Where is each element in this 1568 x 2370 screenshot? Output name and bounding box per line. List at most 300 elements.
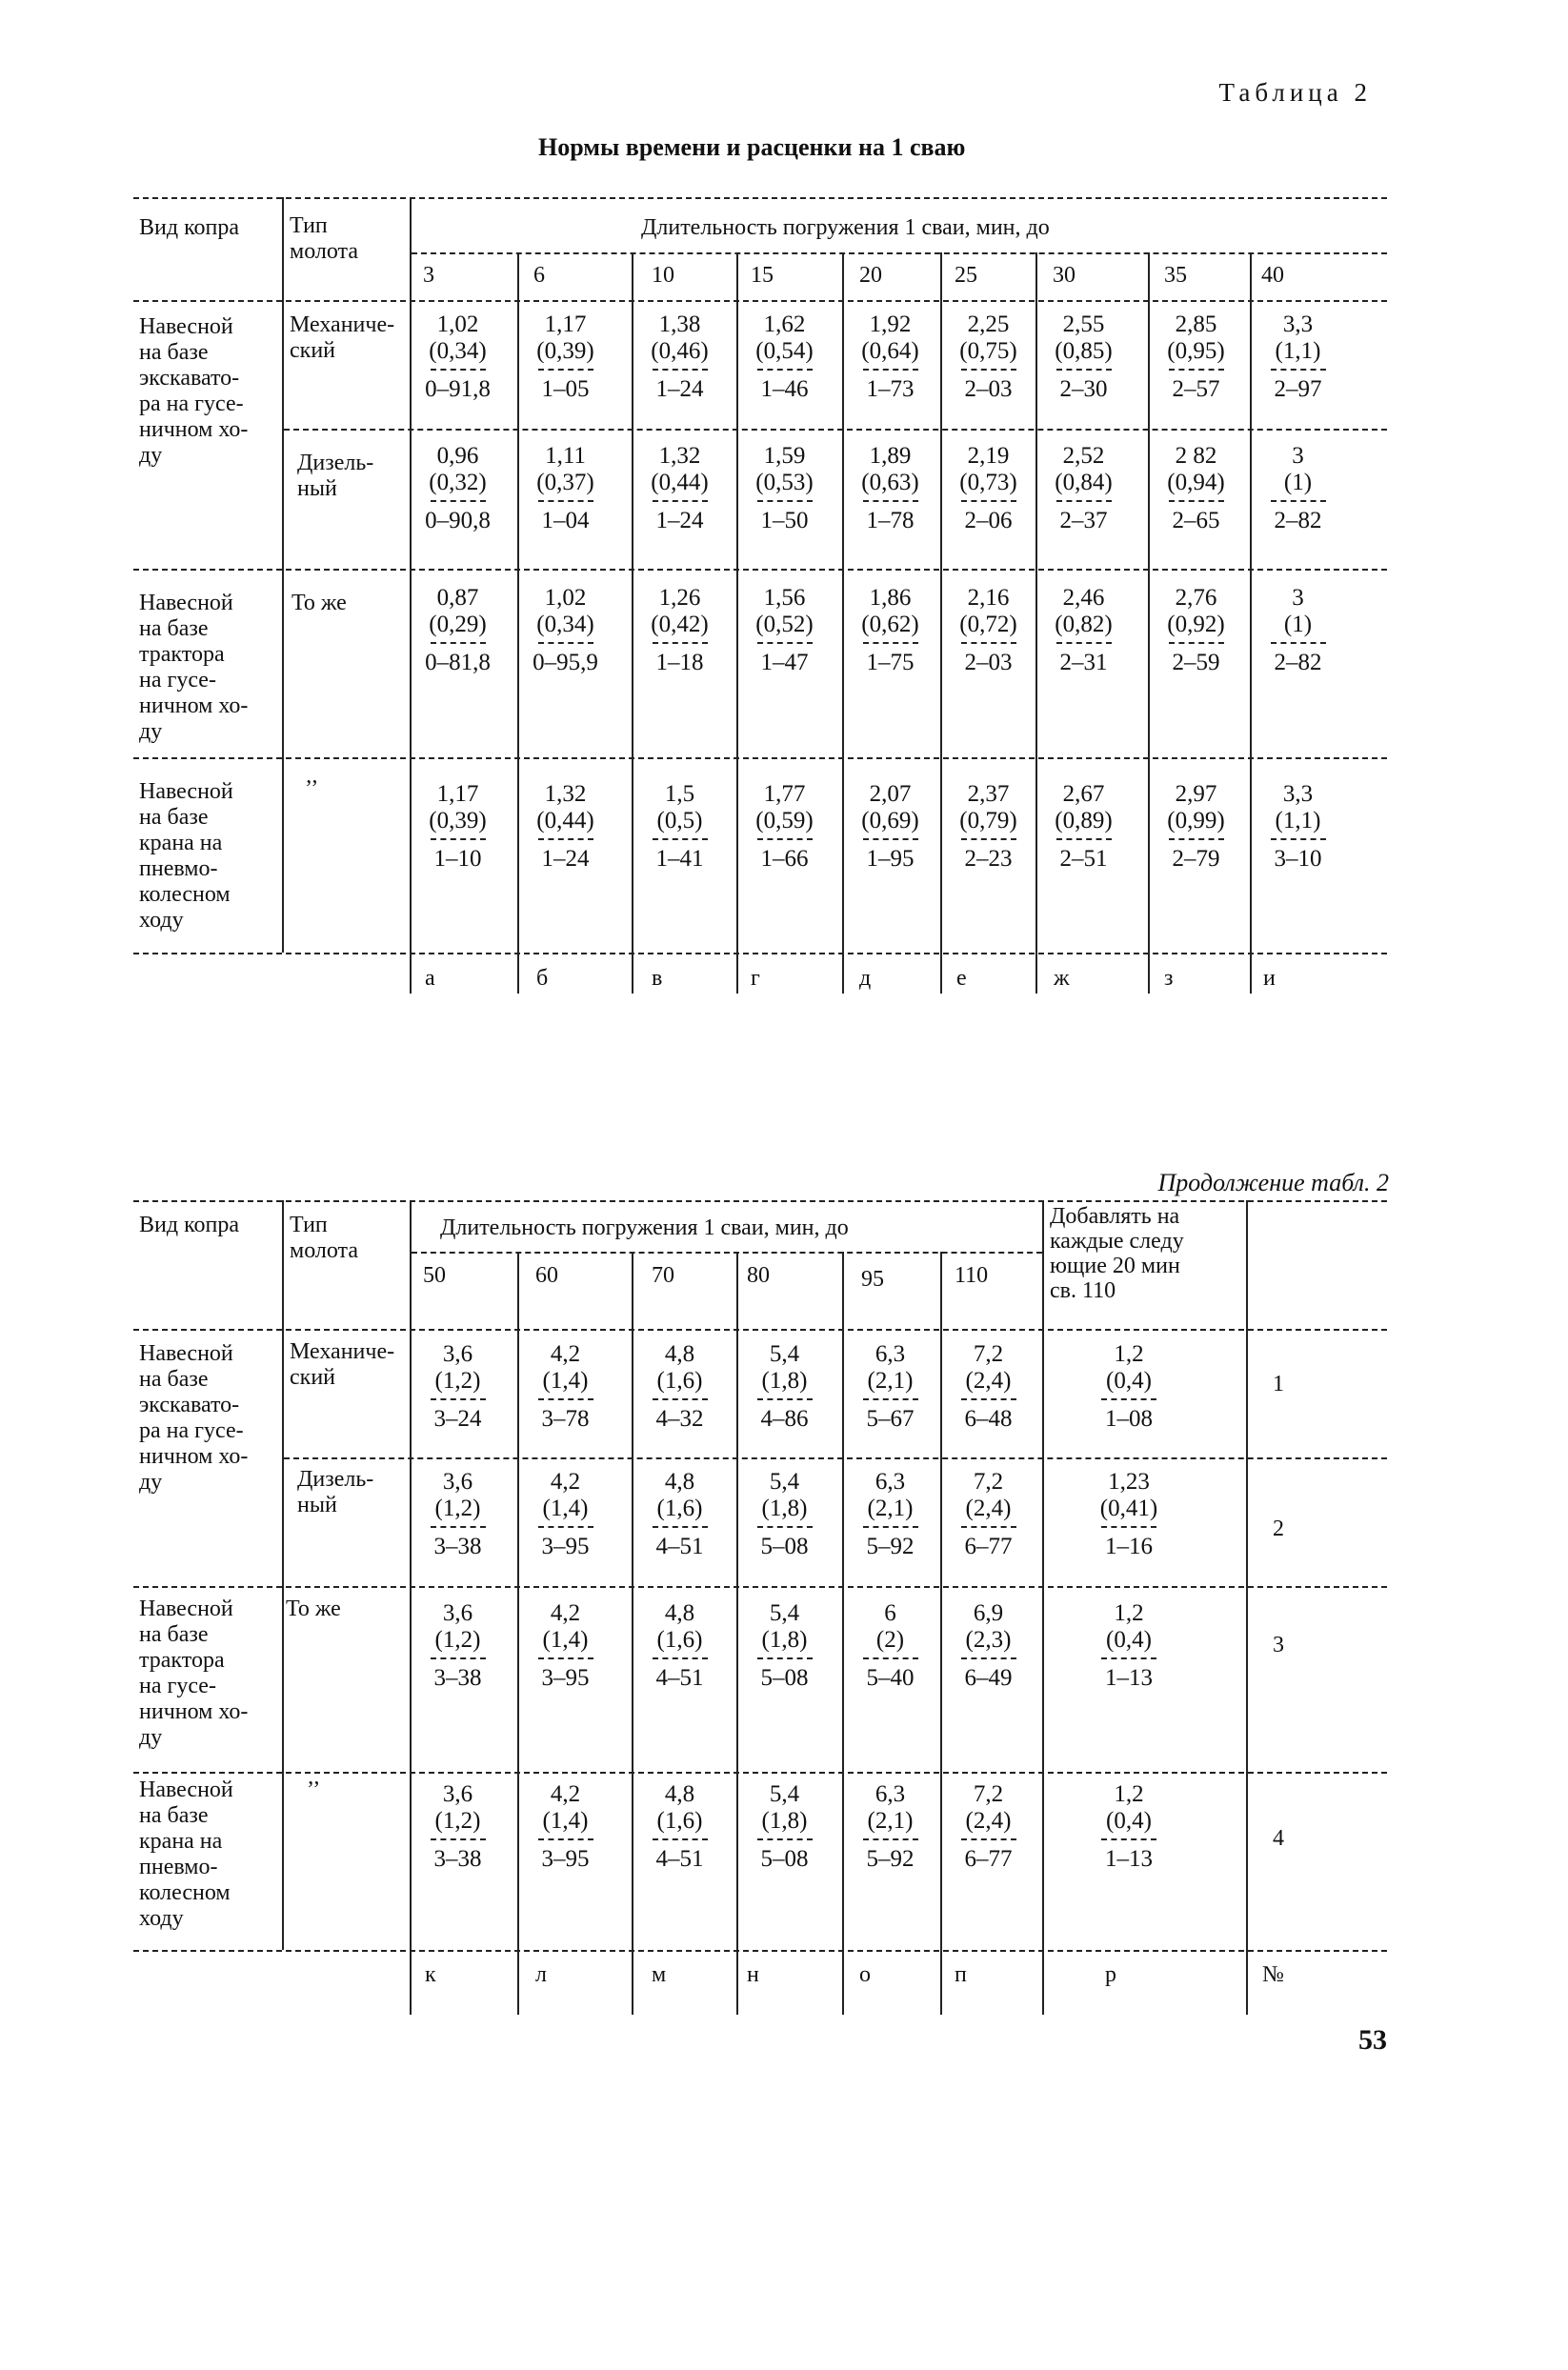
rate-value: 1–10	[433, 846, 482, 872]
rate-value: 5–67	[866, 1406, 915, 1432]
rate-value: 2–51	[1059, 846, 1108, 872]
time-norm-alt: (0,89)	[1055, 808, 1113, 834]
fraction-line	[961, 1526, 1016, 1528]
row-number: 4	[1273, 1826, 1284, 1851]
time-norm: 0,96	[436, 443, 479, 469]
rate-value: 5–08	[760, 1534, 809, 1559]
time-norm: 2,67	[1062, 781, 1105, 807]
time-norm-alt: (1,8)	[761, 1496, 808, 1521]
time-norm: 1,23	[1108, 1469, 1150, 1495]
norm-cell	[634, 1469, 725, 1560]
time-norm: 3,6	[442, 1341, 473, 1367]
time-norm: 4,8	[664, 1341, 695, 1367]
norm-cell	[412, 1341, 503, 1433]
rate-value: 2–31	[1059, 650, 1108, 675]
norm-cell	[845, 585, 935, 676]
rate-value: 5–40	[866, 1665, 915, 1691]
norm-cell	[412, 1781, 503, 1873]
time-norm-alt: (2,4)	[965, 1808, 1012, 1834]
duration-header: 95	[861, 1267, 884, 1292]
fraction-line	[961, 1398, 1016, 1400]
time-norm: 6,3	[874, 1341, 906, 1367]
norm-cell	[739, 1600, 830, 1692]
fraction-line	[1056, 369, 1112, 371]
kind-label: Навесной на базе экскавато- ра на гусе- ничном хо- ду	[139, 1341, 249, 1495]
column-letter: н	[747, 1962, 759, 1987]
fraction-line	[757, 500, 813, 502]
hammer-type: Механиче- ский	[290, 1339, 395, 1390]
kind-label: Навесной на базе трактора на гусе- ничном хо- ду	[139, 1597, 249, 1750]
norm-cell	[520, 311, 611, 403]
norm-cell	[1151, 311, 1241, 403]
time-norm-alt: (1,4)	[542, 1627, 589, 1653]
table-label: Таблица 2	[1218, 78, 1372, 107]
rate-value: 1–24	[655, 508, 704, 533]
rate-value: 3–24	[433, 1406, 482, 1432]
norm-cell	[634, 585, 725, 676]
time-norm: 3,6	[442, 1600, 473, 1626]
norm-cell	[520, 585, 611, 676]
time-norm: 1,11	[545, 443, 586, 469]
norm-cell	[412, 443, 503, 534]
duration-header: 80	[747, 1263, 770, 1288]
time-norm-alt: (1,6)	[656, 1496, 703, 1521]
rate-value: 4–51	[655, 1665, 704, 1691]
rate-value: 5–08	[760, 1665, 809, 1691]
fraction-line	[653, 369, 708, 371]
norm-cell	[1038, 585, 1129, 676]
time-norm: 3	[1292, 443, 1304, 469]
norm-cell	[1253, 311, 1343, 403]
time-norm-alt: (2,1)	[867, 1368, 914, 1394]
hammer-type: ’’	[307, 1778, 321, 1802]
time-norm-alt: (0,63)	[861, 470, 919, 495]
time-norm-alt: (0,82)	[1055, 612, 1113, 637]
duration-header: 35	[1164, 263, 1187, 288]
norm-cell	[1076, 1781, 1181, 1873]
time-norm: 1,2	[1114, 1600, 1144, 1626]
column-letter: р	[1105, 1962, 1116, 1987]
fraction-line	[1271, 500, 1326, 502]
fraction-line	[961, 500, 1016, 502]
time-norm-alt: (1,6)	[656, 1368, 703, 1394]
time-norm-alt: (0,32)	[429, 470, 487, 495]
time-norm-alt: (1)	[1283, 612, 1313, 637]
column-letter: к	[425, 1962, 436, 1987]
rate-value: 2–37	[1059, 508, 1108, 533]
column-letter: з	[1164, 966, 1174, 991]
time-norm-alt: (1,6)	[656, 1627, 703, 1653]
rate-value: 0–95,9	[533, 650, 598, 675]
rate-value: 3–95	[541, 1534, 590, 1559]
column-letter: б	[536, 966, 549, 991]
rate-value: 1–73	[866, 376, 915, 402]
time-norm: 4,2	[550, 1781, 581, 1807]
rate-value: 1–24	[655, 376, 704, 402]
rate-value: 1–78	[866, 508, 915, 533]
time-norm-alt: (0,85)	[1055, 338, 1113, 364]
fraction-line	[1271, 838, 1326, 840]
fraction-line	[961, 369, 1016, 371]
fraction-line	[757, 642, 813, 644]
time-norm: 2,16	[967, 585, 1010, 611]
time-norm-alt: (1,8)	[761, 1368, 808, 1394]
time-norm-alt: (1,6)	[656, 1808, 703, 1834]
time-norm-alt: (1)	[1283, 470, 1313, 495]
time-norm: 2,37	[967, 781, 1010, 807]
time-norm-alt: (2,3)	[965, 1627, 1012, 1653]
fraction-line	[653, 1526, 708, 1528]
time-norm: 6	[884, 1600, 896, 1626]
fraction-line	[863, 1838, 918, 1840]
time-norm: 3	[1292, 585, 1304, 611]
norm-cell	[739, 781, 830, 873]
time-norm: 1,32	[544, 781, 587, 807]
fraction-line	[863, 1398, 918, 1400]
time-norm: 1,02	[436, 311, 479, 337]
hammer-type: Дизель- ный	[297, 451, 374, 501]
time-norm: 4,8	[664, 1781, 695, 1807]
fraction-line	[757, 1838, 813, 1840]
norm-cell	[943, 311, 1034, 403]
time-norm-alt: (2,1)	[867, 1808, 914, 1834]
fraction-line	[1169, 838, 1224, 840]
rate-value: 2–79	[1172, 846, 1220, 872]
rate-value: 2–06	[964, 508, 1013, 533]
fraction-line	[961, 642, 1016, 644]
norm-cell	[1076, 1600, 1181, 1692]
time-norm-alt: (0,52)	[755, 612, 814, 637]
fraction-line	[1271, 642, 1326, 644]
fraction-line	[653, 1838, 708, 1840]
fraction-line	[863, 1657, 918, 1659]
fraction-line	[863, 500, 918, 502]
time-norm-alt: (0,54)	[755, 338, 814, 364]
rate-value: 2–59	[1172, 650, 1220, 675]
rate-value: 1–05	[541, 376, 590, 402]
fraction-line	[863, 1526, 918, 1528]
time-norm-alt: (1,4)	[542, 1496, 589, 1521]
time-norm-alt: (2)	[875, 1627, 905, 1653]
time-norm: 7,2	[973, 1341, 1004, 1367]
norm-cell	[943, 1781, 1034, 1873]
kind-label: Навесной на базе экскавато- ра на гусе- ничном хо- ду	[139, 314, 249, 468]
rate-value: 2–82	[1274, 508, 1322, 533]
rate-value: 2–30	[1059, 376, 1108, 402]
fraction-line	[431, 1657, 486, 1659]
time-norm-alt: (2,4)	[965, 1368, 1012, 1394]
kind-label: Навесной на базе крана на пневмо- колесном ходу	[139, 1778, 233, 1931]
fraction-line	[863, 369, 918, 371]
header-duration: Длительность погружения 1 сваи, мин, до	[641, 215, 1050, 240]
rate-value: 1–75	[866, 650, 915, 675]
norm-cell	[1151, 781, 1241, 873]
fraction-line	[757, 1398, 813, 1400]
column-letter: и	[1263, 966, 1276, 991]
fraction-line	[1056, 642, 1112, 644]
rate-value: 1–18	[655, 650, 704, 675]
hammer-type: То же	[286, 1597, 341, 1621]
time-norm-alt: (0,39)	[429, 808, 487, 834]
norm-cell	[520, 1341, 611, 1433]
norm-cell	[739, 1781, 830, 1873]
norm-cell	[634, 311, 725, 403]
rate-value: 4–51	[655, 1846, 704, 1872]
time-norm: 2,25	[967, 311, 1010, 337]
fraction-line	[431, 1398, 486, 1400]
time-norm-alt: (0,59)	[755, 808, 814, 834]
rate-value: 4–32	[655, 1406, 704, 1432]
time-norm: 4,8	[664, 1469, 695, 1495]
time-norm-alt: (0,29)	[429, 612, 487, 637]
norm-cell	[739, 1341, 830, 1433]
fraction-line	[757, 1526, 813, 1528]
norm-cell	[412, 311, 503, 403]
rate-value: 1–95	[866, 846, 915, 872]
rate-value: 2–57	[1172, 376, 1220, 402]
norm-cell	[943, 443, 1034, 534]
rate-value: 1–16	[1105, 1534, 1153, 1559]
norm-cell	[520, 1781, 611, 1873]
fraction-line	[757, 369, 813, 371]
time-norm: 1,92	[869, 311, 912, 337]
column-letter: в	[652, 966, 663, 991]
rate-value: 6–77	[964, 1534, 1013, 1559]
fraction-line	[431, 838, 486, 840]
time-norm-alt: (0,94)	[1167, 470, 1225, 495]
time-norm-alt: (0,34)	[536, 612, 594, 637]
duration-header: 30	[1053, 263, 1075, 288]
norm-cell	[1076, 1341, 1181, 1433]
norm-cell	[634, 1600, 725, 1692]
fraction-line	[757, 838, 813, 840]
fraction-line	[653, 1657, 708, 1659]
time-norm: 5,4	[769, 1600, 800, 1626]
norm-cell	[520, 1469, 611, 1560]
time-norm: 1,02	[544, 585, 587, 611]
norm-cell	[943, 1600, 1034, 1692]
fraction-line	[1056, 500, 1112, 502]
norm-cell	[943, 1341, 1034, 1433]
duration-header: 3	[423, 263, 434, 288]
column-letter: о	[859, 1962, 871, 1987]
duration-header: 50	[423, 1263, 446, 1288]
time-norm: 5,4	[769, 1781, 800, 1807]
norm-cell	[412, 1600, 503, 1692]
time-norm: 2,46	[1062, 585, 1105, 611]
duration-header: 70	[652, 1263, 674, 1288]
fraction-line	[1101, 1838, 1156, 1840]
time-norm: 2,76	[1175, 585, 1217, 611]
time-norm-alt: (0,4)	[1106, 1368, 1152, 1394]
rate-value: 5–92	[866, 1534, 915, 1559]
time-norm-alt: (0,5)	[656, 808, 703, 834]
norm-cell	[943, 585, 1034, 676]
time-norm-alt: (0,92)	[1167, 612, 1225, 637]
norm-cell	[634, 1781, 725, 1873]
rate-value: 2–65	[1172, 508, 1220, 533]
time-norm-alt: (0,95)	[1167, 338, 1225, 364]
norm-cell	[1038, 443, 1129, 534]
time-norm: 3,3	[1282, 311, 1314, 337]
duration-header: 40	[1261, 263, 1284, 288]
rate-value: 1–46	[760, 376, 809, 402]
norm-cell	[1253, 781, 1343, 873]
header-add: Добавлять на каждые следу ющие 20 мин св. 110	[1050, 1204, 1184, 1303]
time-norm-alt: (0,64)	[861, 338, 919, 364]
hammer-type: Механиче- ский	[290, 312, 395, 363]
duration-header: 110	[955, 1263, 989, 1288]
time-norm: 4,2	[550, 1469, 581, 1495]
rate-value: 0–90,8	[425, 508, 491, 533]
norm-cell	[1038, 311, 1129, 403]
time-norm: 1,2	[1114, 1341, 1144, 1367]
fraction-line	[431, 1526, 486, 1528]
norm-cell	[634, 781, 725, 873]
norm-cell	[412, 781, 503, 873]
time-norm: 1,38	[658, 311, 701, 337]
fraction-line	[431, 369, 486, 371]
rate-value: 3–95	[541, 1846, 590, 1872]
column-letter: ж	[1054, 966, 1070, 991]
time-norm: 2,52	[1062, 443, 1105, 469]
rate-value: 1–04	[541, 508, 590, 533]
norm-cell	[845, 311, 935, 403]
rate-value: 1–50	[760, 508, 809, 533]
time-norm: 7,2	[973, 1469, 1004, 1495]
time-norm: 4,2	[550, 1341, 581, 1367]
norm-cell	[739, 585, 830, 676]
rate-value: 2–97	[1274, 376, 1322, 402]
time-norm-alt: (0,84)	[1055, 470, 1113, 495]
time-norm-alt: (0,72)	[959, 612, 1017, 637]
fraction-line	[1169, 369, 1224, 371]
rate-value: 1–13	[1105, 1846, 1153, 1872]
page-number: 53	[1358, 2024, 1387, 2056]
time-norm-alt: (0,44)	[536, 808, 594, 834]
rate-value: 0–91,8	[425, 376, 491, 402]
time-norm: 6,3	[874, 1469, 906, 1495]
column-letter: е	[956, 966, 967, 991]
time-norm-alt: (0,4)	[1106, 1808, 1152, 1834]
norm-cell	[1076, 1469, 1181, 1560]
norm-cell	[412, 585, 503, 676]
fraction-line	[431, 1838, 486, 1840]
column-letter: №	[1262, 1962, 1284, 1987]
time-norm-alt: (0,53)	[755, 470, 814, 495]
norm-cell	[1151, 585, 1241, 676]
time-norm-alt: (0,46)	[651, 338, 709, 364]
time-norm: 1,5	[664, 781, 695, 807]
time-norm: 4,2	[550, 1600, 581, 1626]
time-norm-alt: (2,1)	[867, 1496, 914, 1521]
column-letter: м	[652, 1962, 667, 1987]
table-title: Нормы времени и расценки на 1 сваю	[538, 133, 966, 161]
fraction-line	[1169, 500, 1224, 502]
time-norm: 0,87	[436, 585, 479, 611]
time-norm: 1,17	[544, 311, 587, 337]
row-number: 3	[1273, 1633, 1284, 1657]
header-type: Тип молота	[290, 213, 358, 264]
kind-label: Навесной на базе трактора на гусе- ничном хо- ду	[139, 591, 249, 744]
time-norm: 1,77	[763, 781, 806, 807]
rate-value: 5–08	[760, 1846, 809, 1872]
time-norm: 1,2	[1114, 1781, 1144, 1807]
fraction-line	[863, 838, 918, 840]
time-norm-alt: (1,4)	[542, 1808, 589, 1834]
fraction-line	[538, 1398, 593, 1400]
fraction-line	[653, 1398, 708, 1400]
norm-cell	[520, 443, 611, 534]
hammer-type: ’’	[305, 776, 319, 801]
time-norm-alt: (1,2)	[434, 1368, 481, 1394]
column-letter: л	[535, 1962, 547, 1987]
fraction-line	[1271, 369, 1326, 371]
time-norm-alt: (1,1)	[1275, 808, 1321, 834]
continuation-label: Продолжение табл. 2	[1157, 1169, 1389, 1196]
norm-cell	[739, 1469, 830, 1560]
time-norm: 5,4	[769, 1341, 800, 1367]
time-norm-alt: (0,73)	[959, 470, 1017, 495]
time-norm-alt: (1,8)	[761, 1808, 808, 1834]
rate-value: 3–38	[433, 1665, 482, 1691]
time-norm: 7,2	[973, 1781, 1004, 1807]
rate-value: 2–03	[964, 376, 1013, 402]
rate-value: 3–38	[433, 1846, 482, 1872]
time-norm-alt: (0,34)	[429, 338, 487, 364]
time-norm-alt: (1,2)	[434, 1808, 481, 1834]
rate-value: 4–86	[760, 1406, 809, 1432]
column-letter: г	[751, 966, 760, 991]
column-letter: п	[955, 1962, 967, 1987]
duration-header: 60	[535, 1263, 558, 1288]
rate-value: 6–49	[964, 1665, 1013, 1691]
time-norm: 2,85	[1175, 311, 1217, 337]
time-norm-alt: (0,39)	[536, 338, 594, 364]
time-norm: 2,19	[967, 443, 1010, 469]
rate-value: 4–51	[655, 1534, 704, 1559]
fraction-line	[538, 642, 593, 644]
fraction-line	[538, 1657, 593, 1659]
time-norm: 6,3	[874, 1781, 906, 1807]
column-letter: а	[425, 966, 435, 991]
norm-cell	[520, 1600, 611, 1692]
time-norm: 2,97	[1175, 781, 1217, 807]
time-norm: 1,62	[763, 311, 806, 337]
fraction-line	[757, 1657, 813, 1659]
norm-cell	[845, 1469, 935, 1560]
time-norm: 2 82	[1175, 443, 1217, 469]
rate-value: 1–24	[541, 846, 590, 872]
time-norm-alt: (2,4)	[965, 1496, 1012, 1521]
fraction-line	[653, 500, 708, 502]
rate-value: 2–03	[964, 650, 1013, 675]
row-number: 2	[1273, 1516, 1284, 1541]
rate-value: 6–48	[964, 1406, 1013, 1432]
norm-cell	[634, 443, 725, 534]
norm-cell	[739, 443, 830, 534]
fraction-line	[961, 838, 1016, 840]
rate-value: 2–23	[964, 846, 1013, 872]
fraction-line	[538, 1838, 593, 1840]
time-norm: 2,55	[1062, 311, 1105, 337]
norm-cell	[634, 1341, 725, 1433]
rate-value: 1–47	[760, 650, 809, 675]
norm-cell	[1253, 585, 1343, 676]
rate-value: 3–78	[541, 1406, 590, 1432]
fraction-line	[1101, 1526, 1156, 1528]
rate-value: 3–10	[1274, 846, 1322, 872]
